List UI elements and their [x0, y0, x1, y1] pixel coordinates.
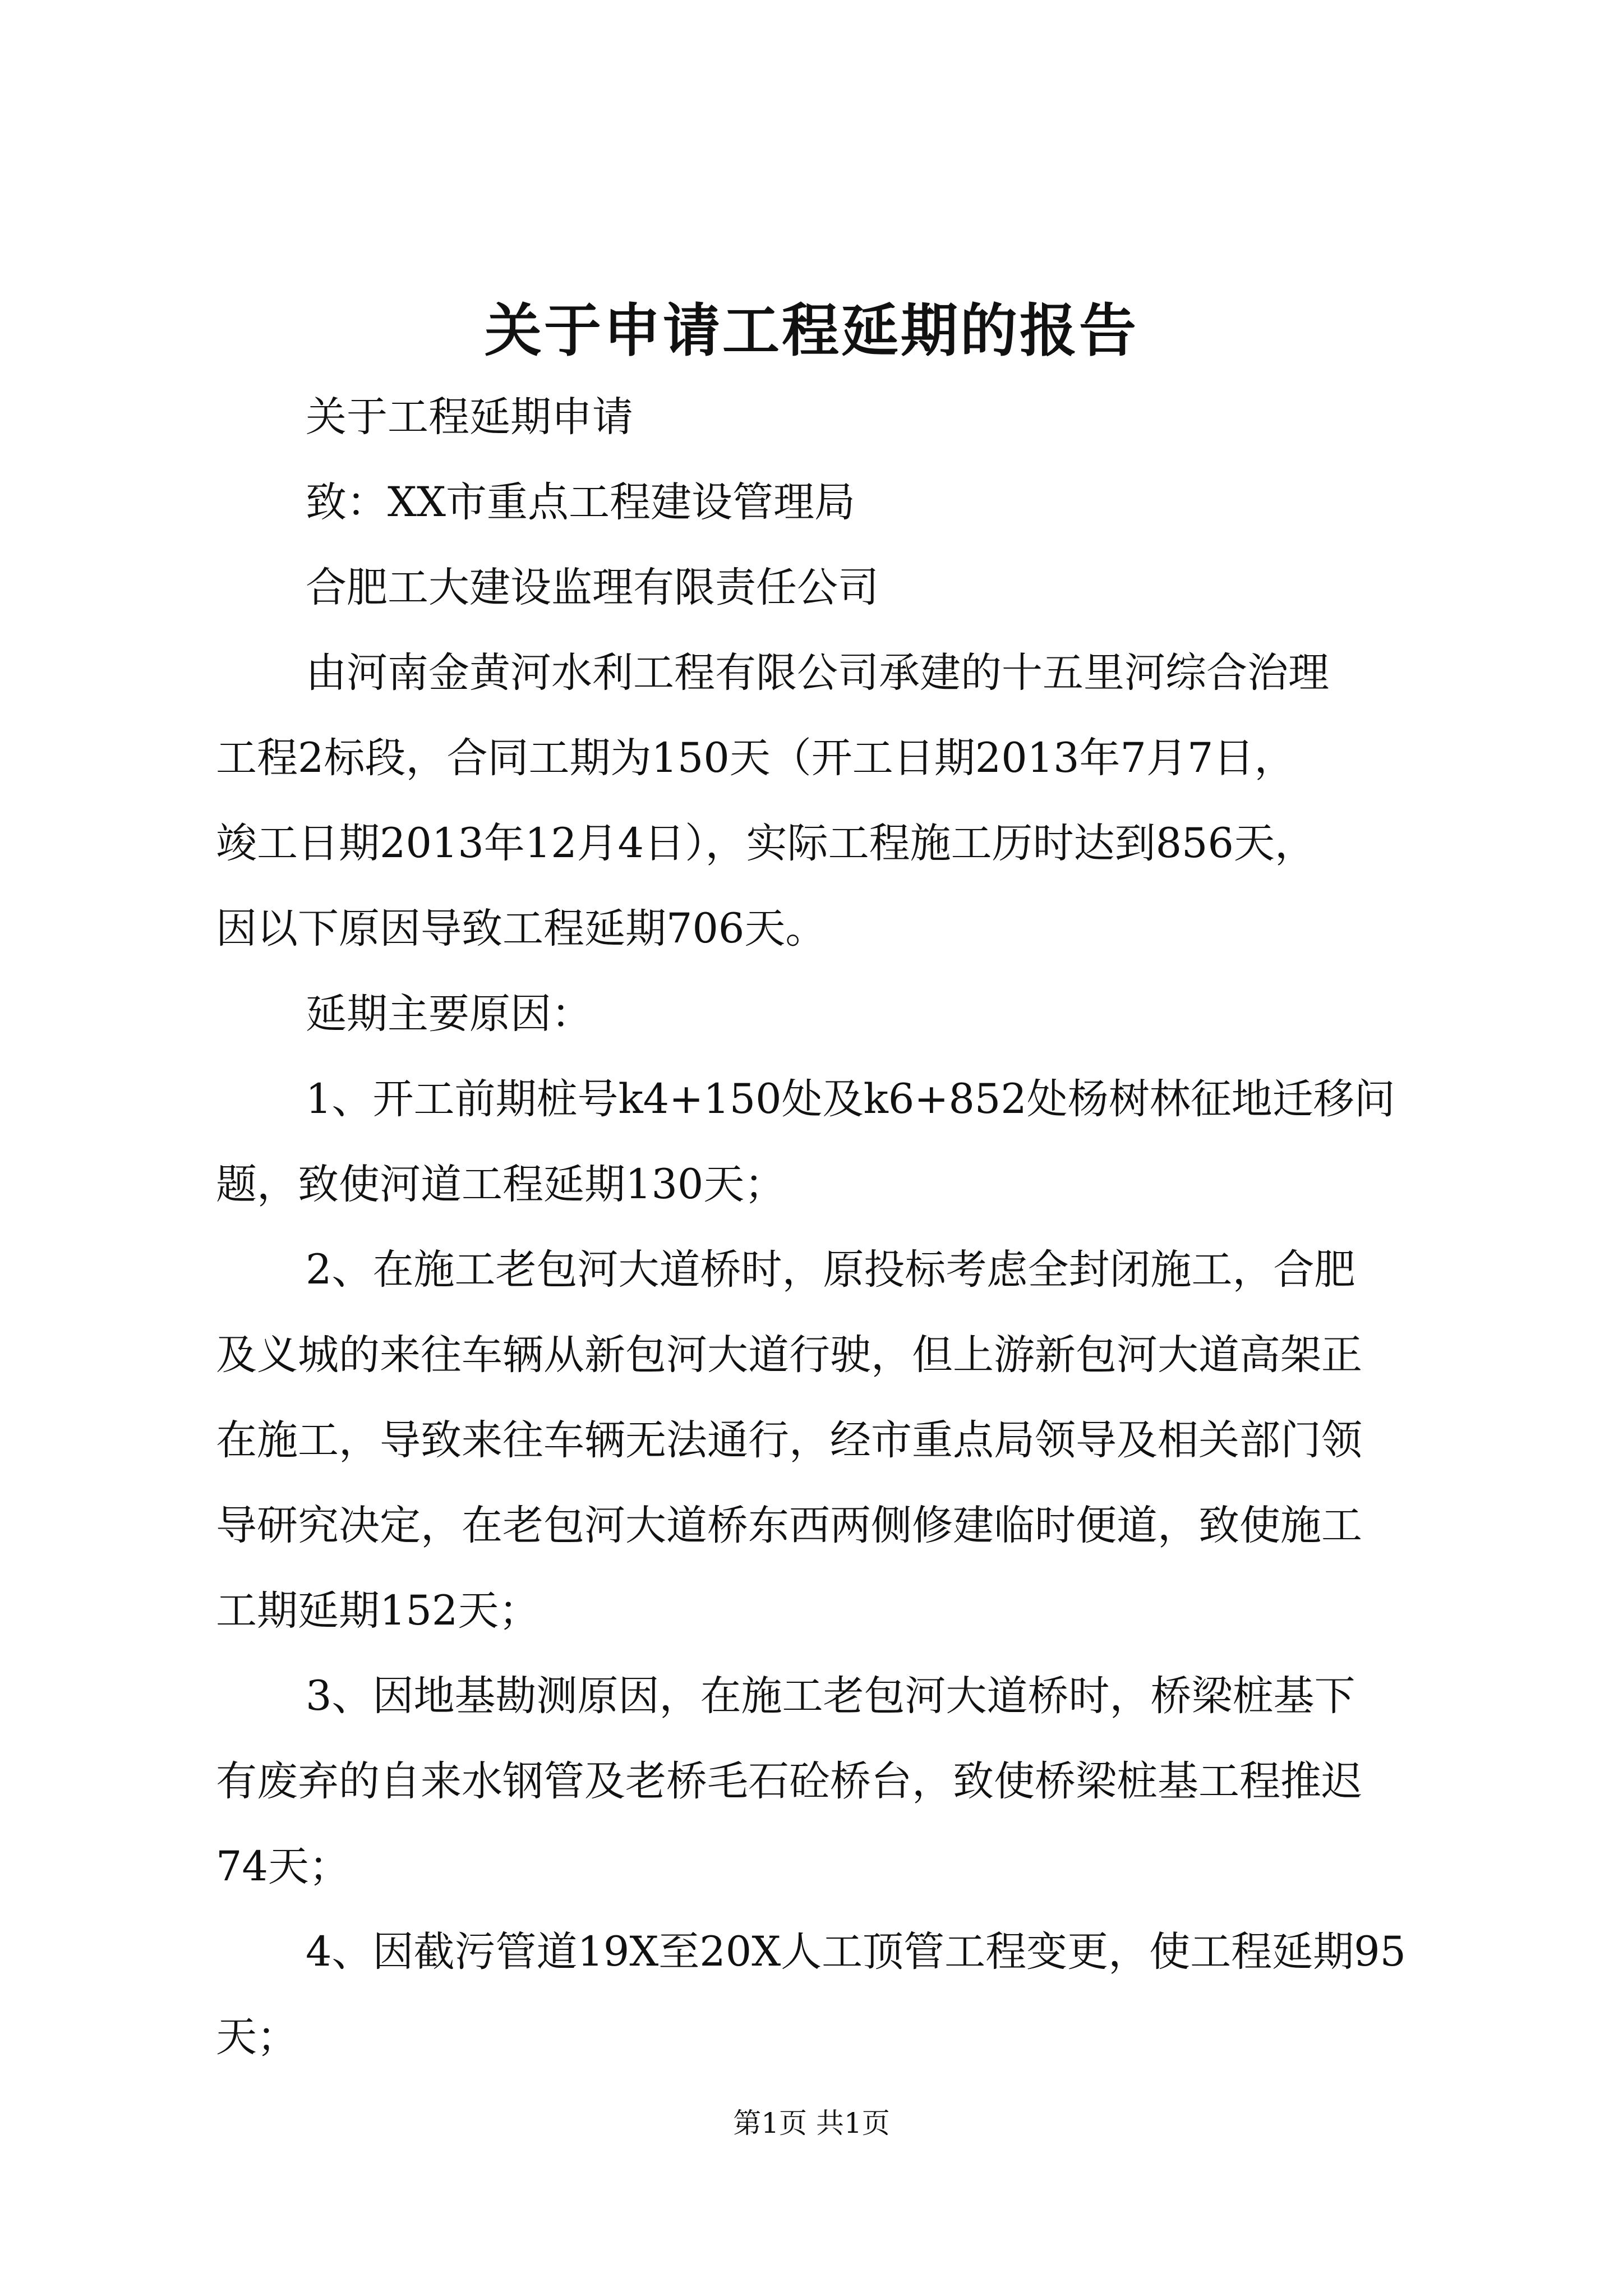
text-line: 因以下原因导致工程延期706天。: [216, 905, 827, 953]
reason-item-4: [216, 1910, 1436, 2080]
intro-paragraph: [216, 631, 1436, 972]
page-number-footer: 第1页 共1页: [733, 2107, 890, 2139]
supervisor-line: [216, 545, 1436, 631]
text-line: 及义城的来往车辆从新包河大道行驶，但上游新包河大道高架正: [216, 1331, 1362, 1379]
addressee-line: [216, 460, 1436, 545]
text-line: 3、因地基勘测原因，在施工老包河大道桥时，桥梁桩基下: [306, 1672, 1355, 1720]
document-body: [216, 375, 1436, 2080]
text-line: 题，致使河道工程延期130天；: [216, 1161, 786, 1208]
text-line: 工期延期152天；: [216, 1587, 540, 1635]
reason-item-2: [216, 1227, 1436, 1654]
text-line: 合肥工大建设监理有限责任公司: [306, 564, 879, 611]
text-line: 74天；: [216, 1843, 350, 1890]
recipient-subject-line: [216, 375, 1436, 460]
text-line: 在施工，导致来往车辆无法通行，经市重点局领导及相关部门领: [216, 1416, 1362, 1464]
reason-item-1: [216, 1057, 1436, 1227]
reasons-heading: [216, 972, 1436, 1057]
text-line: 1、开工前期桩号k4+150处及k6+852处杨树林征地迁移问: [306, 1075, 1395, 1123]
text-line: 有废弃的自来水钢管及老桥毛石砼桥台，致使桥梁桩基工程推迟: [216, 1757, 1362, 1805]
text-line: 工程2标段，合同工期为150天（开工日期2013年7月7日，: [216, 734, 1295, 782]
text-line: 2、在施工老包河大道桥时，原投标考虑全封闭施工，合肥: [306, 1246, 1355, 1294]
text-line: 竣工日期2013年12月4日），实际工程施工历时达到856天，: [216, 820, 1316, 867]
text-line: 致：XX市重点工程建设管理局: [306, 478, 855, 526]
text-line: 关于工程延期申请: [306, 393, 633, 441]
text-line: 4、因截污管道19X至20X人工顶管工程变更，使工程延期95: [306, 1928, 1407, 1976]
text-line: 由河南金黄河水利工程有限公司承建的十五里河综合治理: [306, 649, 1329, 697]
document-title: 关于申请工程延期的报告: [485, 297, 1138, 365]
reason-item-3: [216, 1654, 1436, 1910]
text-line: 延期主要原因：: [306, 990, 592, 1038]
text-line: 导研究决定，在老包河大道桥东西两侧修建临时便道，致使施工: [216, 1502, 1362, 1549]
text-line: 天；: [216, 2013, 298, 2061]
